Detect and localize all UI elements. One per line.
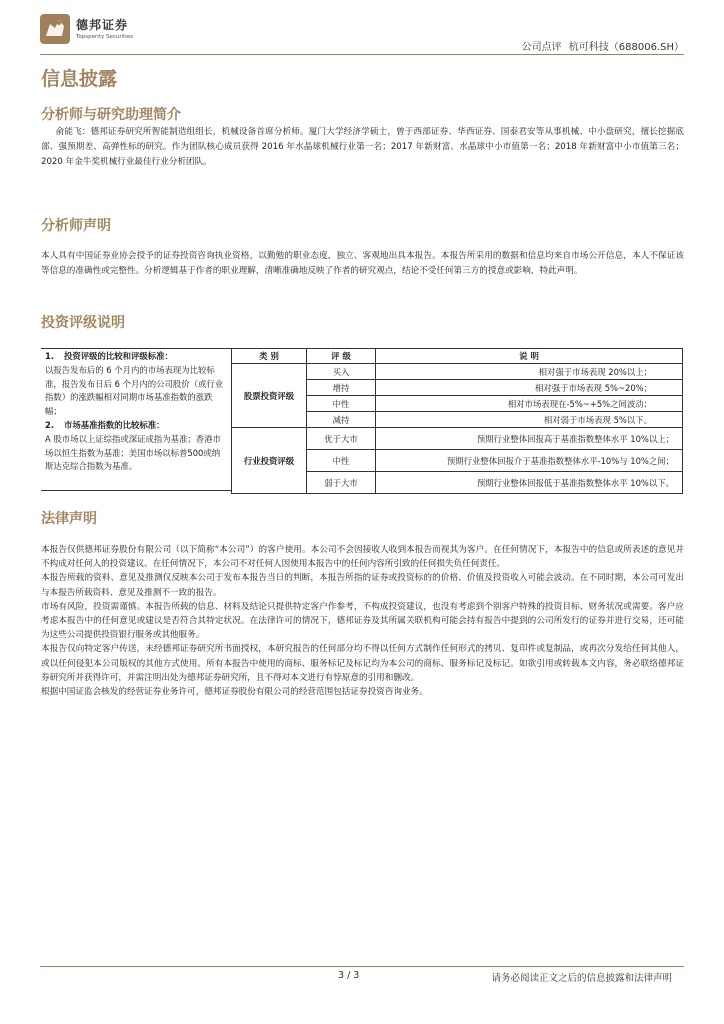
description-cell: 相对弱于市场表现 5%以下。 (376, 412, 683, 428)
criteria-heading-2: 2. 市场基准指数的比较标准： (45, 419, 165, 430)
grade-cell: 弱于大市 (307, 472, 376, 494)
description-cell: 预期行业整体回报高于基准指数整体水平 10%以上； (376, 428, 683, 450)
description-cell: 预期行业整体回报低于基准指数整体水平 10%以下。 (376, 472, 683, 494)
header-divider (40, 54, 684, 55)
rating-title: 投资评级说明 (41, 315, 125, 331)
report-type: 公司点评 (521, 42, 562, 53)
table-row (232, 428, 683, 450)
logo-mark-icon (40, 14, 70, 44)
analyst-statement-text: 本人具有中国证券业协会授予的证券投资咨询执业资格，以勤勉的职业态度，独立、客观地出具本报告。本报告所采用的数据和信息均来自市场公开信息，本人不保证该等信息的准确性或完整性。分析逻辑基于作者的职业理解，清晰准确地反映了作者的研究观点，结论不受任何第三方的授意或影响，特此声明。 (41, 251, 684, 276)
legal-paragraph: 本报告所载的资料、意见及推测仅反映本公司于发布本报告当日的判断，本报告所指的证券或投资标的的价格、价值及投资收入可能会波动。在不同时期，本公司可发出与本报告所载资料、意见及推测不一致的报告。 (41, 573, 684, 598)
header-description: 说 明 (376, 349, 683, 364)
header-category: 类 别 (232, 349, 307, 364)
table-row (232, 364, 683, 380)
criteria-heading-1: 1. 投资评级的比较和评级标准： (45, 351, 173, 361)
analyst-intro-text: 俞能飞：德邦证券研究所智能制造组组长，机械设备首席分析师。厦门大学经济学硕士，曾于西部证券、华西证券、国泰君安等从事机械、中小盘研究，擅长挖掘底部、强预期差、高弹性标的研究。作为团队核心成员获得 2016 年水晶球机械行业第一名；2017 年新财富、水晶球中小市值第一名；2018 年新财富中小市值第三名；2020 年金牛奖机械行业最佳行业分析团队。 (41, 127, 684, 167)
legal-paragraph: 根据中国证监会核发的经营证券业务许可，德邦证券股份有限公司的经营范围包括证券投资咨询业务。 (41, 687, 428, 698)
legal-text (41, 543, 684, 699)
table-header-row (232, 349, 683, 364)
grade-cell: 优于大市 (307, 428, 376, 450)
header-grade: 评 级 (307, 349, 376, 364)
criteria-text-2: A 股市场以上证综指或深证成指为基准；香港市场以恒生指数为基准；美国市场以标普500或纳斯达克综合指数为基准。 (45, 433, 221, 472)
description-cell: 相对强于市场表现 20%以上； (376, 364, 683, 380)
description-cell: 预期行业整体回报介于基准指数整体水平-10%与 10%之间； (376, 450, 683, 472)
footer-notice: 请务必阅读正文之后的信息披露和法律声明 (491, 973, 672, 984)
description-cell: 相对市场表现在-5%~+5%之间波动； (376, 396, 683, 412)
stock-rating-group: 股票投资评级 (232, 364, 307, 428)
legal-title: 法律声明 (41, 511, 97, 527)
grade-cell: 增持 (307, 380, 376, 396)
grade-cell: 中性 (307, 396, 376, 412)
page-title: 信息披露 (41, 68, 118, 90)
rating-block (41, 348, 683, 491)
page-number: 3 / 3 (338, 970, 360, 981)
company-logo (40, 14, 180, 46)
legal-paragraph: 本报告仅向特定客户传送，未经德邦证券研究所书面授权，本研究报告的任何部分均不得以任何方式制作任何形式的拷贝、复印件或复制品，或再次分发给任何其他人，或以任何侵犯本公司版权的其他方式使用。所有本报告中使用的商标、服务标记及标记均为本公司的商标、服务标记及标记。如欲引用或转载本文内容，务必联络德邦证券研究所并获得许可，并需注明出处为德邦证券研究所，且不得对本文进行有悖原意的引用和删改。 (41, 644, 684, 683)
rating-criteria (41, 348, 231, 491)
grade-cell: 中性 (307, 450, 376, 472)
rating-table (231, 348, 683, 494)
company-name: 杭可科技（688006.SH） (568, 42, 684, 53)
industry-rating-group: 行业投资评级 (232, 428, 307, 494)
grade-cell: 减持 (307, 412, 376, 428)
grade-cell: 买入 (307, 364, 376, 380)
legal-paragraph: 市场有风险，投资需谨慎。本报告所载的信息、材料及结论只提供特定客户作参考，不构成投资建议，也没有考虑到个别客户特殊的投资目标、财务状况或需要。客户应考虑本报告中的任何意见或建议是否符合其特定状况。在法律许可的情况下，德邦证券及其所属关联机构可能会持有报告中提到的公司所发行的证券并进行交易，还可能为这些公司提供投资银行服务或其他服务。 (41, 601, 684, 641)
analyst-intro-title: 分析师与研究助理简介 (41, 107, 181, 123)
header-meta (518, 38, 684, 53)
legal-paragraph: 本报告仅供德邦证券股份有限公司（以下简称“本公司”）的客户使用。本公司不会因接收人收到本报告而视其为客户。在任何情况下，本报告中的信息或所表述的意见并不构成对任何人的投资建议。在任何情况下，本公司不对任何人因使用本报告中的任何内容所引致的任何损失负任何责任。 (41, 545, 684, 570)
description-cell: 相对强于市场表现 5%~20%； (376, 380, 683, 396)
logo-text-en: Topsperity Securities (76, 34, 134, 40)
footer-divider (40, 966, 684, 967)
analyst-statement-title: 分析师声明 (41, 218, 111, 234)
logo-text-cn: 德邦证券 (76, 18, 129, 32)
criteria-text-1: 以报告发布后的 6 个月内的市场表现为比较标准，报告发布日后 6 个月内的公司股价（或行业指数）的涨跌幅相对同期市场基准指数的涨跌幅； (45, 364, 224, 417)
